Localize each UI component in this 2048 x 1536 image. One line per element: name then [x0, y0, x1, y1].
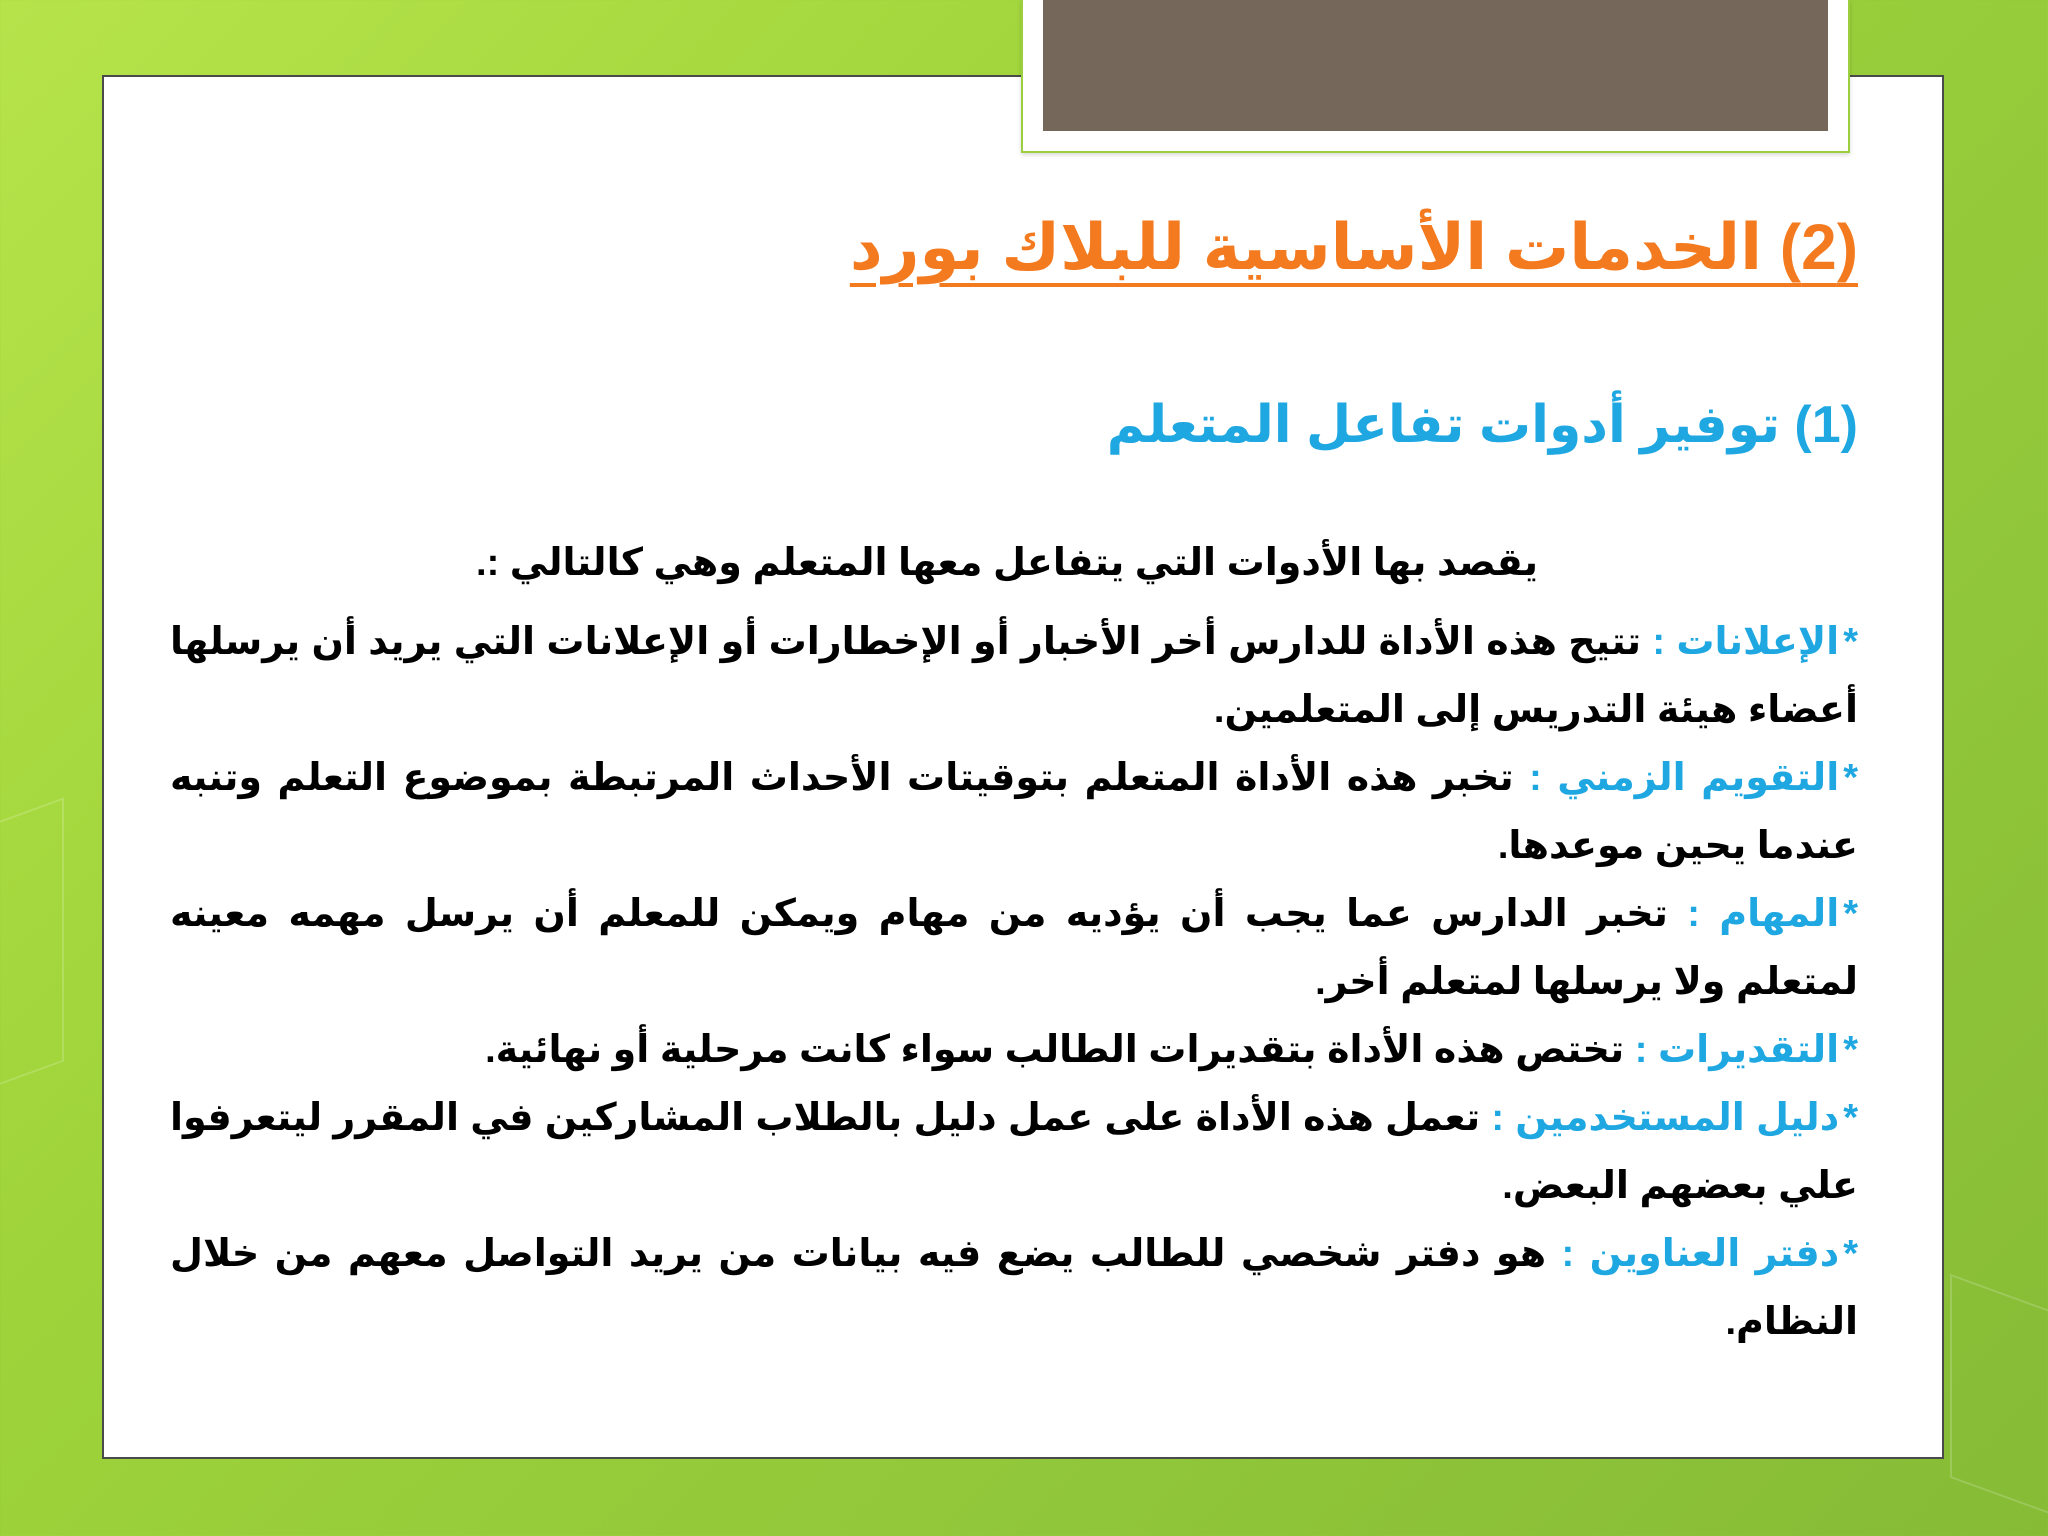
list-item: [170, 744, 1858, 880]
item-term: المهام :: [1687, 893, 1840, 935]
item-description: تخبر الدارس عما يجب أن يؤديه من مهام ويمكن للمعلم أن يرسل مهمه معينه لمتعلم ولا يرسلها لمتعلم أخر.: [170, 893, 1858, 1003]
list-item: [170, 880, 1858, 1016]
item-term: التقديرات :: [1634, 1029, 1840, 1071]
tools-list: [170, 608, 1858, 1356]
item-term: دفتر العناوين :: [1561, 1233, 1840, 1275]
background-hexagon-decoration: [0, 797, 64, 1106]
item-description: هو دفتر شخصي للطالب يضع فيه بيانات من يريد التواصل معهم من خلال النظام.: [170, 1233, 1858, 1343]
bullet-star-icon: *: [1843, 621, 1858, 663]
item-description: تختص هذه الأداة بتقديرات الطالب سواء كانت مرحلية أو نهائية.: [485, 1029, 1635, 1071]
item-term: التقويم الزمني :: [1529, 757, 1840, 799]
section-subtitle: (1) توفير أدوات تفاعل المتعلم: [1106, 396, 1858, 454]
bullet-star-icon: *: [1843, 757, 1859, 799]
bullet-star-icon: *: [1843, 893, 1859, 935]
background-hexagon-decoration: [1950, 1274, 2048, 1530]
bullet-star-icon: *: [1843, 1233, 1858, 1275]
list-item: [170, 1016, 1858, 1084]
bullet-star-icon: *: [1843, 1029, 1858, 1071]
list-item: [170, 1220, 1858, 1356]
list-item: [170, 608, 1858, 744]
list-item: [170, 1084, 1858, 1220]
item-description: تعمل هذه الأداة على عمل دليل بالطلاب المشاركين في المقرر ليتعرفوا علي بعضهم البعض.: [170, 1097, 1858, 1207]
intro-text: يقصد بها الأدوات التي يتفاعل معها المتعلم وهي كالتالي :.: [476, 542, 1538, 584]
slide-title: (2) الخدمات الأساسية للبلاك بورد: [849, 211, 1858, 283]
item-description: تخبر هذه الأداة المتعلم بتوقيتات الأحداث المرتبطة بموضوع التعلم وتنبه عندما يحين موعدها.: [170, 757, 1858, 867]
item-description: تتيح هذه الأداة للدارس أخر الأخبار أو الإخطارات أو الإعلانات التي يريد أن يرسلها أعضاء هيئة التدريس إلى المتعلمين.: [170, 621, 1858, 731]
item-term: دليل المستخدمين :: [1491, 1097, 1840, 1139]
header-tab-fill: [1043, 0, 1828, 131]
header-tab-decoration: [1021, 0, 1850, 153]
bullet-star-icon: *: [1843, 1097, 1858, 1139]
item-term: الإعلانات :: [1652, 621, 1840, 663]
